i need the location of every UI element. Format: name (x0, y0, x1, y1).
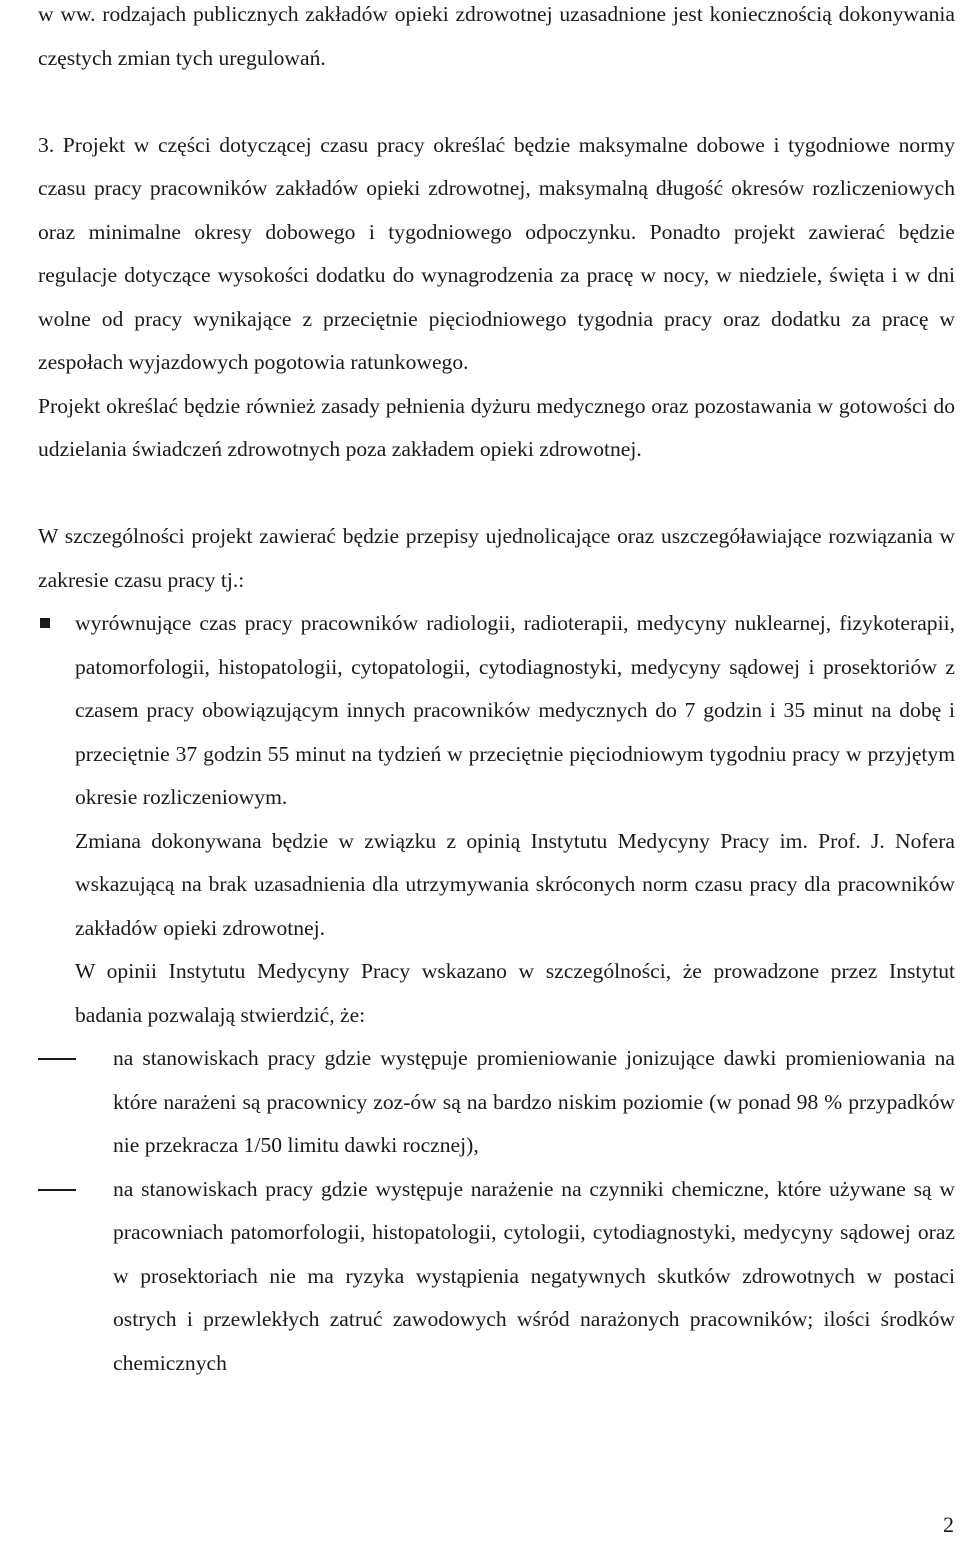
page-number: 2 (943, 1512, 954, 1537)
change-paragraph: Zmiana dokonywana będzie w związku z opinią Instytutu Medycyny Pracy im. Prof. J. Nofera wskazującą na brak uzasadnienia dla utrzymywania skróconych norm czasu pracy dla pracowników zakładów opieki zdrowotnej. (75, 828, 955, 940)
paragraph-gap (38, 472, 955, 516)
bullet-text: wyrównujące czas pracy pracowników radiologii, radioterapii, medycyny nuklearnej, fizykoterapii, patomorfologii, histopatologii, cytopatologii, cytodiagnostyki, medycyny sądowej i prosektoriów z czasem pracy obowiązującym innych pracowników medycznych do 7 godzin i 35 minut na dobę i przeciętnie 37 godzin 55 minut na tydzień w przeciętnie pięciodniowym tygodniu pracy w przyjętym okresie rozliczeniowym. (75, 611, 955, 809)
duty-paragraph: Projekt określać będzie również zasady pełnienia dyżuru medycznego oraz pozostawania w gotowości do udzielania świadczeń zdrowotnych poza zakładem opieki zdrowotnej. (38, 393, 955, 461)
bullet-item (38, 602, 955, 820)
dash-item (38, 1168, 955, 1386)
opinion-paragraph: W opinii Instytutu Medycyny Pracy wskazano w szczególności, że prowadzone przez Instytut badania pozwalają stwierdzić, że: (75, 959, 955, 1027)
details-paragraph: W szczególności projekt zawierać będzie przepisy ujednolicające oraz uszczegóławiające rozwiązania w zakresie czasu pracy tj.: (38, 524, 955, 592)
intro-paragraph: w ww. rodzajach publicznych zakładów opieki zdrowotnej uzasadnione jest koniecznością dokonywania częstych zmian tych uregulowań. (38, 2, 955, 70)
paragraph-gap (38, 80, 955, 124)
dash-bullet-icon (38, 1058, 76, 1060)
dash-text: na stanowiskach pracy gdzie występuje narażenie na czynniki chemiczne, które używane są w pracowniach patomorfologii, histopatologii, cytologii, cytodiagnostyki, medycyny sądowej oraz w prosektoriach nie ma ryzyka wystąpienia negatywnych skutków zdrowotnych w postaci ostrych i przewlekłych zatruć zawodowych wśród narażonych pracowników; ilości środków chemicznych (113, 1176, 955, 1375)
section-3-paragraph: 3. Projekt w części dotyczącej czasu pracy określać będzie maksymalne dobowe i tygodniowe normy czasu pracy pracowników zakładów opieki zdrowotnej, maksymalną długość okresów rozliczeniowych oraz minimalne okresy dobowego i tygodniowego odpoczynku. Ponadto projekt zawierać będzie regulacje dotyczące wysokości dodatku do wynagrodzenia za pracę w nocy, w niedziele, święta i w dni wolne od pracy wynikające z przeciętnie pięciodniowego tygodnia pracy oraz dodatku za pracę w zespołach wyjazdowych pogotowia ratunkowego. (38, 132, 955, 374)
dash-item (38, 1037, 955, 1168)
dash-bullet-icon (38, 1189, 76, 1191)
document-body (38, 0, 955, 1385)
dash-text: na stanowiskach pracy gdzie występuje promieniowanie jonizujące dawki promieniowania na które narażeni są pracownicy zoz-ów są na bardzo niskim poziomie (w ponad 98 % przypadków nie przekracza 1/50 limitu dawki rocznej), (113, 1046, 955, 1157)
square-bullet-icon (40, 618, 50, 628)
